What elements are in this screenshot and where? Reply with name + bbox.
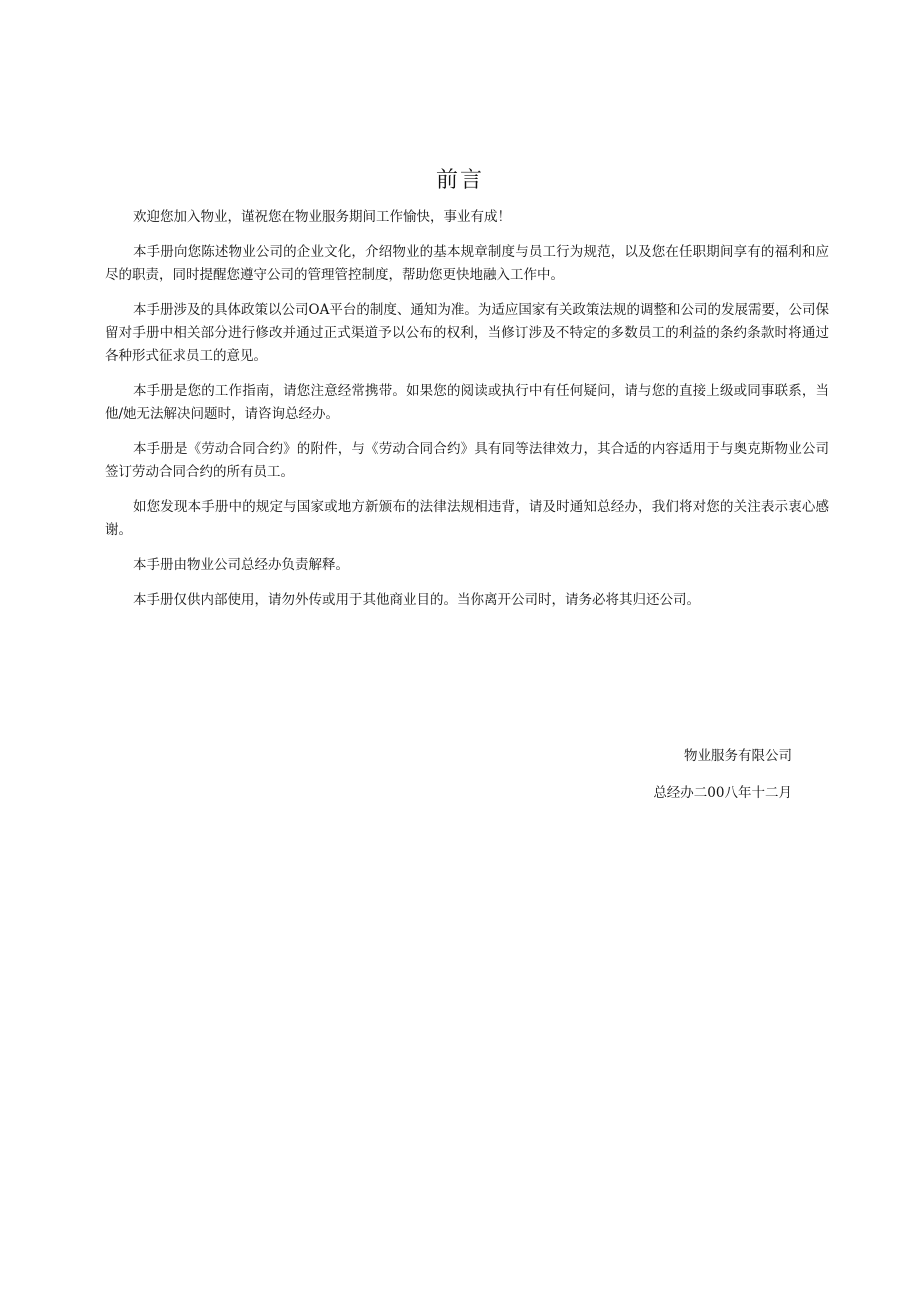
paragraph-conflict: 如您发现本手册中的规定与国家或地方新颁布的法律法规相违背，请及时通知总经办，我们将对您的关注表示衷心感谢。 [105, 499, 829, 538]
paragraph-confidentiality: 本手册仅供内部使用，请勿外传或用于其他商业目的。当你离开公司时，请务必将其归还公司。 [133, 592, 700, 608]
paragraph-policy: 本手册涉及的具体政策以公司OA平台的制度、通知为准。为适应国家有关政策法规的调整和公司的发展需要，公司保留对手册中相关部分进行修改并通过正式渠道予以公布的权利，当修订涉及不特定的多数员工的利益的条约条款时将通过各种形式征求员工的意见。 [105, 302, 829, 364]
paragraph-interpretation: 本手册由物业公司总经办负责解释。 [133, 557, 349, 573]
paragraph-welcome: 欢迎您加入物业，谨祝您在物业服务期间工作愉快，事业有成！ [133, 209, 511, 225]
paragraph-contract: 本手册是《劳动合同合约》的附件，与《劳动合同合约》具有同等法律效力，其合适的内容适用于与奥克斯物业公司签订劳动合同合约的所有员工。 [105, 441, 829, 480]
paragraph-guide: 本手册是您的工作指南，请您注意经常携带。如果您的阅读或执行中有任何疑问，请与您的直接上级或同事联系，当他/她无法解决问题时，请咨询总经办。 [105, 383, 829, 422]
page-title: 前言 [435, 168, 484, 193]
paragraph-purpose: 本手册向您陈述物业公司的企业文化，介绍物业的基本规章制度与员工行为规范，以及您在任职期间享有的福利和应尽的职责，同时提醒您遵守公司的管理管控制度，帮助您更快地融入工作中。 [105, 244, 829, 283]
signature-date: 总经办二00八年十二月 [653, 785, 792, 801]
signature-company: 物业服务有限公司 [684, 748, 792, 764]
preface-body [105, 206, 829, 624]
